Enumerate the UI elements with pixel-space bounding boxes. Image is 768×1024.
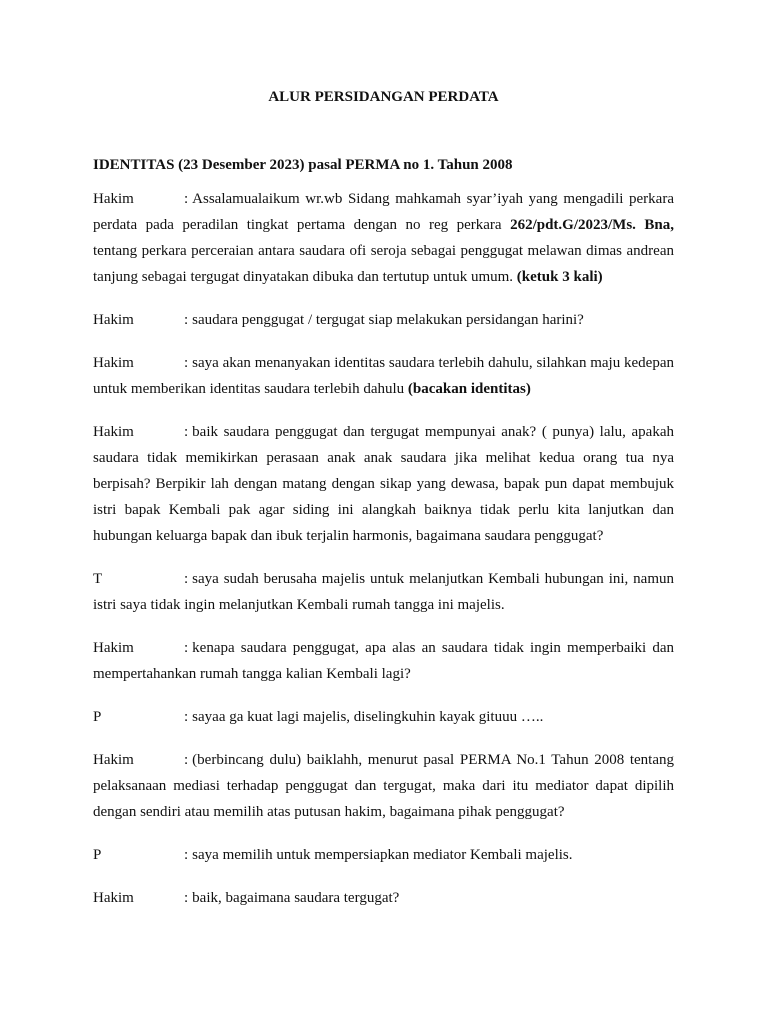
- document-title: ALUR PERSIDANGAN PERDATA: [268, 89, 499, 105]
- dialogue-entry: T : saya sudah berusaha majelis untuk melanjutkan Kembali hubungan ini, namun istri saya tidak ingin melanjutkan Kembali rumah tangga ini majelis.: [93, 566, 674, 618]
- dialogue-entry: Hakim : (berbincang dulu) baiklahh, menurut pasal PERMA No.1 Tahun 2008 tentang pelaksanaan mediasi terhadap penggugat dan tergugat, maka dari itu mediator dapat dipilih dengan sendiri atau memilih atas putusan hakim, bagaimana pihak penggugat?: [93, 747, 674, 825]
- dialogue-entry: Hakim : kenapa saudara penggugat, apa alas an saudara tidak ingin memperbaiki dan mempertahankan rumah tangga kalian Kembali lagi?: [93, 635, 674, 687]
- identitas-heading: IDENTITAS (23 Desember 2023) pasal PERMA no 1. Tahun 2008: [93, 157, 513, 173]
- speaker-label: Hakim: [93, 752, 134, 768]
- speaker-label: Hakim: [93, 424, 134, 440]
- dialogue-text: kenapa saudara penggugat, apa alas an saudara tidak ingin memperbaiki dan mempertahankan rumah tangga kalian Kembali lagi?: [93, 640, 674, 682]
- dialogue-text: sayaa ga kuat lagi majelis, diselingkuhin kayak gituuu …..: [192, 709, 544, 725]
- speaker-label: T: [93, 571, 103, 587]
- speaker-label: Hakim: [93, 355, 134, 371]
- dialogue-entry: Hakim : baik, bagaimana saudara tergugat?: [93, 885, 674, 911]
- speaker-label: P: [93, 709, 102, 725]
- dialogue-text: saya memilih untuk mempersiapkan mediator Kembali majelis.: [192, 847, 573, 863]
- dialogue-text-continued: tentang perkara perceraian antara saudara ofi seroja sebagai penggugat melawan dimas andrean tanjung sebagai tergugat dinyatakan dibuka dan tertutup untuk umum.: [93, 243, 674, 285]
- dialogue-text: saudara penggugat / tergugat siap melakukan persidangan harini?: [192, 312, 584, 328]
- stage-note: (ketuk 3 kali): [516, 269, 603, 285]
- dialogue-list: [93, 186, 674, 928]
- dialogue-entry: Hakim : Assalamualaikum wr.wb Sidang mahkamah syar’iyah yang mengadili perkara perdata pada peradilan tingkat pertama dengan no reg perkara 262/pdt.G/2023/Ms. Bna, tentang perkara perceraian antara saudara ofi seroja sebagai penggugat melawan dimas andrean tanjung sebagai tergugat dinyatakan dibuka dan tertutup untuk umum. (ketuk 3 kali): [93, 186, 674, 290]
- dialogue-entry: Hakim : saya akan menanyakan identitas saudara terlebih dahulu, silahkan maju kedepan untuk memberikan identitas saudara terlebih dahulu (bacakan identitas): [93, 350, 674, 402]
- dialogue-text: (berbincang dulu) baiklahh, menurut pasal PERMA No.1 Tahun 2008 tentang pelaksanaan mediasi terhadap penggugat dan tergugat, maka dari itu mediator dapat dipilih dengan sendiri atau memilih atas putusan hakim, bagaimana pihak penggugat?: [93, 752, 674, 820]
- case-number: 262/pdt.G/2023/Ms. Bna,: [510, 217, 674, 233]
- speaker-label: Hakim: [93, 640, 134, 656]
- dialogue-entry: P : sayaa ga kuat lagi majelis, diselingkuhin kayak gituuu …..: [93, 704, 674, 730]
- stage-note: (bacakan identitas): [407, 381, 531, 397]
- dialogue-entry: P : saya memilih untuk mempersiapkan mediator Kembali majelis.: [93, 842, 674, 868]
- dialogue-entry: Hakim : baik saudara penggugat dan tergugat mempunyai anak? ( punya) lalu, apakah saudara tidak memikirkan perasaan anak anak saudara jika melihat kedua orang tua nya berpisah? Berpikir lah dengan matang dengan sikap yang dewasa, bapak pun dapat membujuk istri bapak Kembali pak agar siding ini alangkah baiknya tidak perlu kita lanjutkan dan hubungan keluarga bapak dan ibuk terjalin harmonis, bagaimana saudara penggugat?: [93, 419, 674, 549]
- dialogue-text: saya akan menanyakan identitas saudara terlebih dahulu, silahkan maju kedepan untuk memberikan identitas saudara terlebih dahulu: [93, 355, 674, 397]
- dialogue-entry: Hakim : saudara penggugat / tergugat siap melakukan persidangan harini?: [93, 307, 674, 333]
- dialogue-text: baik, bagaimana saudara tergugat?: [192, 890, 400, 906]
- speaker-label: P: [93, 847, 102, 863]
- speaker-label: Hakim: [93, 890, 134, 906]
- dialogue-text: saya sudah berusaha majelis untuk melanjutkan Kembali hubungan ini, namun istri saya tidak ingin melanjutkan Kembali rumah tangga ini majelis.: [93, 571, 674, 613]
- dialogue-text: baik saudara penggugat dan tergugat mempunyai anak? ( punya) lalu, apakah saudara tidak memikirkan perasaan anak anak saudara jika melihat kedua orang tua nya berpisah? Berpikir lah dengan matang dengan sikap yang dewasa, bapak pun dapat membujuk istri bapak Kembali pak agar siding ini alangkah baiknya tidak perlu kita lanjutkan dan hubungan keluarga bapak dan ibuk terjalin harmonis, bagaimana saudara penggugat?: [93, 424, 674, 544]
- speaker-label: Hakim: [93, 312, 134, 328]
- speaker-label: Hakim: [93, 191, 134, 207]
- dialogue-text: Assalamualaikum wr.wb Sidang mahkamah syar’iyah yang mengadili perkara perdata pada peradilan tingkat pertama dengan no reg perkara: [93, 191, 674, 233]
